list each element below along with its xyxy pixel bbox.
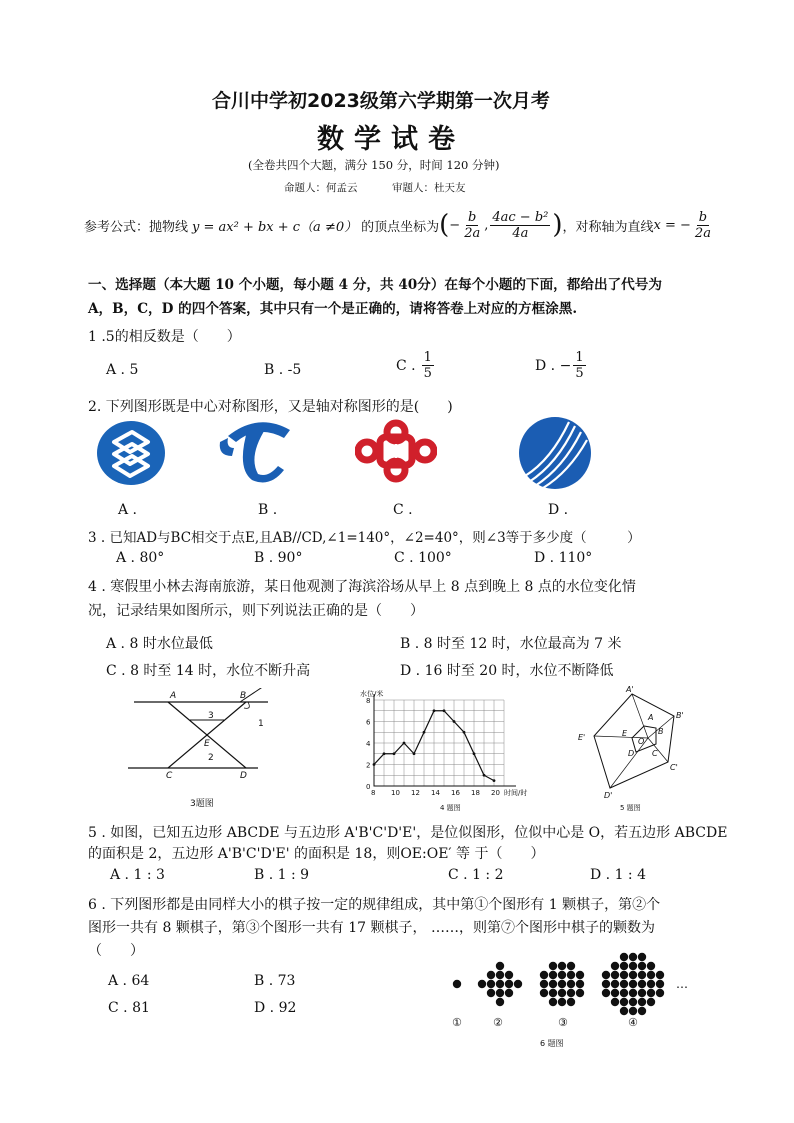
vertex-y-fraction: $\frac{\text{4ac − b²}}{4a}$ — [492, 209, 549, 241]
q3-stem: 3 . 已知AD与BC相交于点E,且AB//CD,∠1=140°，∠2=40°，则∠3等于多少度（ ） — [88, 530, 641, 546]
chess-piece — [505, 989, 513, 997]
chess-piece — [638, 998, 646, 1006]
fig5-label-e-prime: E' — [578, 733, 586, 742]
q5-option-a: A . 1 : 3 — [110, 867, 165, 883]
section1-line1: 一、选择题（本大题 10 个小题，每小题 4 分，共 40分）在每个小题的下面，都给出了代号为 — [88, 277, 662, 293]
q5-option-c: C . 1 : 2 — [448, 867, 504, 883]
water-level-chart — [354, 686, 544, 814]
data-point — [413, 752, 416, 755]
x-tick-label: 18 — [471, 789, 480, 797]
fig6-label-1: ① — [452, 1016, 462, 1029]
chess-piece — [576, 980, 584, 988]
fig6-label-4: ④ — [628, 1016, 638, 1029]
fig6-label-3: ③ — [558, 1016, 568, 1029]
chess-piece — [656, 980, 664, 988]
x-tick-label: 12 — [411, 789, 420, 797]
chess-piece — [647, 980, 655, 988]
chess-piece — [629, 953, 637, 961]
data-point — [463, 731, 466, 734]
q6-line3: （ ） — [88, 943, 144, 959]
chess-piece — [496, 989, 504, 997]
q6-option-c: C . 81 — [108, 1000, 150, 1016]
china-telecom-logo-icon — [218, 416, 298, 486]
q2-option-a: A . — [118, 502, 138, 518]
chess-piece — [487, 971, 495, 979]
fig5-label-d-prime: D' — [604, 791, 613, 800]
chess-piece — [620, 953, 628, 961]
chess-piece — [611, 989, 619, 997]
sphere-arcs-logo-icon — [517, 416, 593, 490]
fig3-label-b: B — [240, 691, 247, 701]
y-tick-label: 6 — [366, 718, 371, 727]
chess-piece — [558, 971, 566, 979]
fig6-caption: 6 题图 — [540, 1039, 564, 1048]
chess-piece — [576, 989, 584, 997]
q1-option-c: C . $\frac{1}{5}$ — [396, 350, 432, 381]
fig5-label-c-prime: C' — [670, 763, 678, 772]
chess-piece — [638, 989, 646, 997]
x-tick-label: 16 — [451, 789, 460, 797]
fig5-label-e: E — [622, 729, 628, 738]
fig5-label-o: O — [638, 737, 645, 746]
figure-6-pattern — [440, 948, 700, 1052]
fig3-label-e: E — [204, 739, 210, 749]
chart-xlabel: 时间/时 — [504, 789, 528, 797]
data-point — [473, 752, 476, 755]
q3-option-c: C . 100° — [394, 550, 452, 566]
chess-piece — [602, 989, 610, 997]
fig6-ellipsis: … — [676, 977, 688, 991]
chess-piece — [514, 980, 522, 988]
data-point — [373, 763, 376, 766]
chart-caption: 4 题图 — [440, 804, 461, 812]
fig5-label-b: B — [658, 727, 664, 736]
chess-piece — [611, 971, 619, 979]
data-point — [423, 731, 426, 734]
chess-piece — [496, 962, 504, 970]
q3-option-a: A . 80° — [116, 550, 165, 566]
q4-option-a: A . 8 时水位最低 — [106, 636, 213, 652]
china-mobile-logo-icon — [96, 420, 166, 486]
q6-option-b: B . 73 — [254, 973, 296, 989]
chess-piece — [549, 980, 557, 988]
q3-option-d: D . 110° — [534, 550, 593, 566]
exam-title: 合川中学初2023级第六学期第一次月考 — [212, 90, 550, 112]
fig5-label-b-prime: B' — [676, 711, 684, 720]
q5-line1: 5 . 如图，已知五边形 ABCDE 与五边形 A'B'C'D'E'，是位似图形，位似中心是 O，若五边形 ABCDE — [88, 825, 728, 841]
data-point — [403, 742, 406, 745]
q2-option-c: C . — [393, 502, 413, 518]
chess-piece — [558, 989, 566, 997]
q1-option-a: A . 5 — [106, 362, 139, 378]
chess-piece — [576, 971, 584, 979]
q5-line2: 的面积是 2，五边形 A'B'C'D'E' 的面积是 18，则OE:OE′ 等 于（ ） — [88, 846, 545, 862]
data-point — [433, 709, 436, 712]
fig3-label-a: A — [170, 691, 177, 701]
y-tick-label: 4 — [366, 740, 371, 748]
chess-piece — [567, 962, 575, 970]
fig3-angle-1: 1 — [258, 719, 264, 729]
chess-piece — [647, 989, 655, 997]
fig3-label-d: D — [240, 771, 247, 781]
figure-5-diagram — [570, 684, 694, 814]
q2-stem: 2. 下列图形既是中心对称图形，又是轴对称图形的是( ) — [88, 399, 453, 415]
chess-piece — [496, 971, 504, 979]
china-unicom-knot-icon — [355, 418, 437, 484]
chess-piece — [620, 989, 628, 997]
fig5-label-c: C — [652, 749, 658, 758]
subject-title: 数学试卷 — [317, 124, 465, 155]
reviewer-name: 审题人：杜天友 — [392, 182, 466, 194]
q2-option-b: B . — [258, 502, 278, 518]
chess-piece — [540, 989, 548, 997]
q5-option-d: D . 1 : 4 — [590, 867, 647, 883]
fig5-caption: 5 题图 — [620, 804, 641, 812]
data-point — [493, 779, 496, 782]
q6-line2: 图形一共有 8 颗棋子，第③个图形一共有 17 颗棋子， ……，则第⑦个图形中棋子的颗数为 — [88, 920, 655, 936]
q4-option-c: C . 8 时至 14 时，水位不断升高 — [106, 663, 311, 679]
chess-piece — [611, 980, 619, 988]
data-point — [453, 720, 456, 723]
fig3-angle-2: 2 — [208, 753, 214, 763]
q6-option-d: D . 92 — [254, 1000, 297, 1016]
chess-piece — [496, 998, 504, 1006]
chess-piece — [647, 962, 655, 970]
q1-option-d: D . − $\frac{1}{5}$ — [535, 350, 584, 381]
formula-axis-eq: x = − — [653, 217, 691, 233]
data-point — [383, 752, 386, 755]
chess-piece — [647, 998, 655, 1006]
chess-piece — [620, 998, 628, 1006]
chess-piece — [611, 962, 619, 970]
data-point — [443, 709, 446, 712]
exam-info: (全卷共四个大题，满分 150 分，时间 120 分钟) — [248, 158, 500, 172]
q1-stem: 1 .5的相反数是（ ） — [88, 329, 241, 345]
q3-option-b: B . 90° — [254, 550, 303, 566]
fig3-caption: 3题图 — [190, 799, 214, 809]
chess-piece — [558, 980, 566, 988]
data-point — [393, 752, 396, 755]
q2-option-d: D . — [548, 502, 569, 518]
setter-name: 命题人：何孟云 — [284, 182, 358, 194]
chart-ylabel: 水位/米 — [360, 690, 384, 698]
data-point — [483, 774, 486, 777]
fig5-label-a: A — [648, 713, 654, 722]
formula-prefix: 参考公式：抛物线 — [84, 219, 189, 235]
chess-piece — [638, 971, 646, 979]
vertex-x-fraction: $\frac{b}{2a}$ — [464, 209, 481, 241]
chess-piece — [549, 998, 557, 1006]
figure-3-diagram — [128, 688, 274, 810]
x-tick-label: 10 — [391, 789, 400, 797]
x-tick-label: 14 — [431, 789, 440, 797]
q4-stem-line2: 况，记录结果如图所示，则下列说法正确的是（ ） — [88, 603, 424, 619]
chess-piece — [558, 962, 566, 970]
chess-piece — [620, 1007, 628, 1015]
chess-piece — [638, 953, 646, 961]
fig3-angle-3: 3 — [208, 711, 214, 721]
chess-piece — [567, 971, 575, 979]
chess-piece — [656, 989, 664, 997]
q5-option-b: B . 1 : 9 — [254, 867, 310, 883]
chess-piece — [549, 971, 557, 979]
chess-piece — [549, 962, 557, 970]
chess-piece — [611, 998, 619, 1006]
y-tick-label: 2 — [366, 761, 371, 770]
fig3-label-c: C — [166, 771, 173, 781]
chart-axes — [374, 694, 516, 786]
x-tick-label: 20 — [491, 789, 500, 797]
chess-piece — [496, 980, 504, 988]
q4-option-d: D . 16 时至 20 时，水位不断降低 — [400, 663, 614, 679]
chess-piece — [505, 971, 513, 979]
chess-piece — [656, 971, 664, 979]
chess-piece — [487, 980, 495, 988]
formula-vertex-label: 的顶点坐标为 — [361, 219, 440, 235]
x-tick-label: 8 — [371, 789, 376, 797]
chess-piece — [638, 1007, 646, 1015]
q4-stem-line1: 4 . 寒假里小林去海南旅游，某日他观测了海滨浴场从早上 8 点到晚上 8 点的水位变化情 — [88, 579, 636, 595]
section1-line2: A，B，C，D 的四个答案，其中只有一个是正确的，请将答卷上对应的方框涂黑. — [88, 301, 578, 317]
chess-piece — [567, 998, 575, 1006]
chess-piece — [620, 980, 628, 988]
y-tick-label: 8 — [366, 697, 371, 705]
axis-fraction: $\frac{b}{2a}$ — [694, 209, 711, 241]
chess-piece — [558, 998, 566, 1006]
chess-piece — [540, 980, 548, 988]
chess-piece — [567, 989, 575, 997]
chess-piece — [638, 962, 646, 970]
chess-piece — [602, 980, 610, 988]
q1-option-b: B . -5 — [264, 362, 302, 378]
chess-piece — [629, 971, 637, 979]
fig6-label-2: ② — [493, 1016, 503, 1029]
fig5-label-d: D — [628, 749, 635, 758]
chess-piece — [453, 980, 461, 988]
chess-piece — [602, 971, 610, 979]
q4-option-b: B . 8 时至 12 时，水位最高为 7 米 — [400, 636, 622, 652]
formula-axis-label: ，对称轴为直线 — [562, 219, 654, 235]
chess-piece — [567, 980, 575, 988]
chess-piece — [629, 989, 637, 997]
formula-equation: y = ax² + bx + c（a ≠0） — [192, 219, 358, 235]
chess-piece — [478, 980, 486, 988]
q6-line1: 6 . 下列图形都是由同样大小的棋子按一定的规律组成，其中第①个图形有 1 颗棋子，第②个 — [88, 897, 661, 913]
chess-piece — [629, 962, 637, 970]
chess-piece — [629, 980, 637, 988]
chess-piece — [487, 989, 495, 997]
q6-option-a: A . 64 — [108, 973, 150, 989]
chess-piece — [505, 980, 513, 988]
chess-piece — [540, 971, 548, 979]
chess-piece — [638, 980, 646, 988]
reference-formula: 参考公式：抛物线 y = ax² + bx + c（a ≠0） 的顶点坐标为 ( − $\frac{b}{2a}$ , $\frac{\text{4ac − b²}}{4a}$ ) ，对称轴为直线 x = − $\frac{b}{2a}$ — [84, 209, 711, 241]
fig5-label-a-prime: A' — [626, 685, 634, 694]
chess-piece — [629, 998, 637, 1006]
chess-piece — [647, 971, 655, 979]
chess-piece — [620, 971, 628, 979]
chess-piece — [629, 1007, 637, 1015]
chess-piece — [549, 989, 557, 997]
y-tick-label: 0 — [366, 783, 371, 791]
chess-piece — [620, 962, 628, 970]
